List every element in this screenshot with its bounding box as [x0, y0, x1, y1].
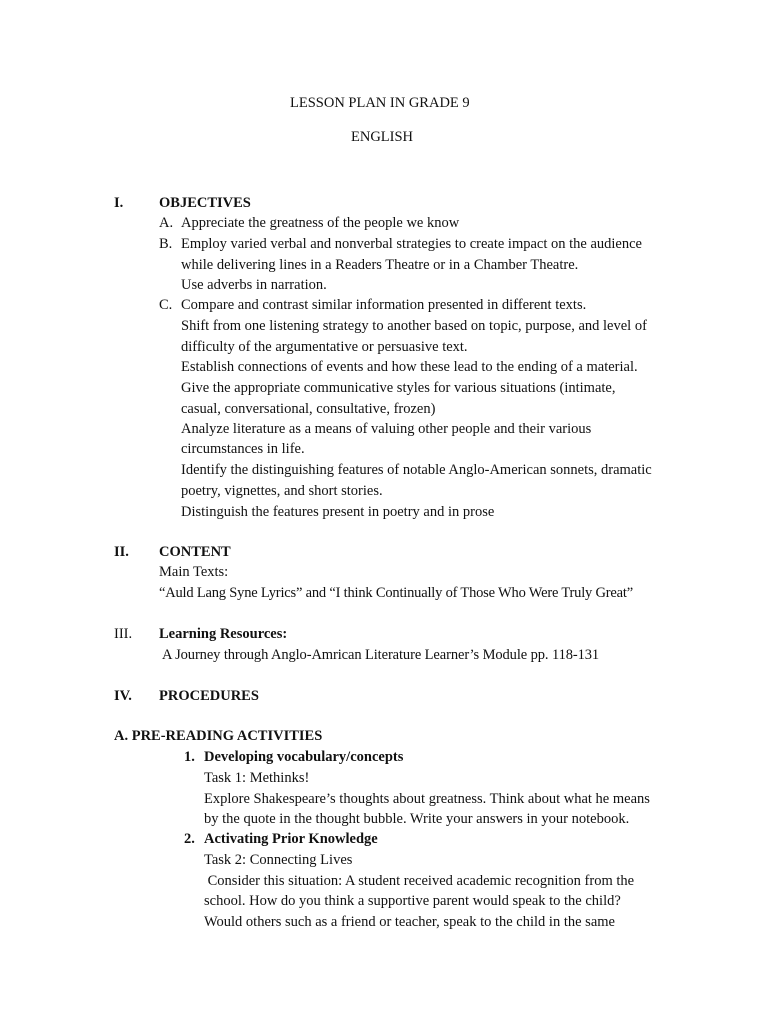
content-texts: “Auld Lang Syne Lyrics” and “I think Continually of Those Who Were Truly Great”	[159, 585, 633, 601]
section-number-objectives: I.	[114, 195, 124, 211]
activity-2-number: 2.	[184, 831, 195, 847]
objective-c-text: circumstances in life.	[181, 441, 305, 457]
objective-c-text: casual, conversational, consultative, frozen)	[181, 401, 436, 417]
section-number-procedures: IV.	[114, 688, 132, 704]
document-subject: ENGLISH	[351, 129, 414, 145]
section-heading-objectives: OBJECTIVES	[159, 195, 251, 211]
activity-1-number: 1.	[184, 749, 195, 765]
objective-c-text: Analyze literature as a means of valuing other people and their various	[181, 421, 592, 437]
objective-c-text: Establish connections of events and how these lead to the ending of a material.	[181, 359, 638, 375]
section-heading-content: CONTENT	[159, 544, 231, 560]
activity-2-text: Would others such as a friend or teacher, speak to the child in the same	[204, 914, 615, 930]
section-number-resources: III.	[114, 626, 133, 642]
objective-a-text: Appreciate the greatness of the people we know	[181, 215, 460, 231]
section-heading-resources: Learning Resources:	[159, 626, 288, 642]
activity-2-text: school. How do you think a supportive parent would speak to the child?	[204, 893, 621, 909]
objective-b-label: B.	[159, 236, 173, 252]
objective-c-text: Give the appropriate communicative styles for various situations (intimate,	[181, 380, 616, 396]
activity-2-task: Task 2: Connecting Lives	[204, 852, 353, 868]
objective-c-text: Shift from one listening strategy to another based on topic, purpose, and level of	[181, 318, 647, 334]
objective-c-text: difficulty of the argumentative or persuasive text.	[181, 339, 468, 355]
section-number-content: II.	[114, 544, 129, 560]
objective-c-text: Compare and contrast similar information presented in different texts.	[181, 297, 587, 313]
activity-1-task: Task 1: Methinks!	[204, 770, 310, 786]
objective-c-text: Identify the distinguishing features of notable Anglo-American sonnets, dramatic	[181, 462, 652, 478]
objective-b-text: Employ varied verbal and nonverbal strategies to create impact on the audience	[181, 236, 642, 252]
content-label: Main Texts:	[159, 564, 229, 580]
document-title: LESSON PLAN IN GRADE 9	[290, 95, 470, 111]
objective-c-label: C.	[159, 297, 173, 313]
activity-1-text: by the quote in the thought bubble. Write your answers in your notebook.	[204, 811, 630, 827]
objective-c-text: poetry, vignettes, and short stories.	[181, 483, 383, 499]
resources-text: A Journey through Anglo-Amrican Literature Learner’s Module pp. 118-131	[162, 647, 600, 663]
objective-c-text: Distinguish the features present in poetry and in prose	[181, 504, 495, 520]
activity-2-text: Consider this situation: A student received academic recognition from the	[204, 873, 635, 889]
activity-1-title: Developing vocabulary/concepts	[204, 749, 404, 765]
activity-2-title: Activating Prior Knowledge	[204, 831, 378, 847]
objective-b-text: Use adverbs in narration.	[181, 277, 327, 293]
subsection-heading-prereading: A. PRE-READING ACTIVITIES	[114, 728, 323, 744]
section-heading-procedures: PROCEDURES	[159, 688, 259, 704]
objective-b-text: while delivering lines in a Readers Theatre or in a Chamber Theatre.	[181, 257, 579, 273]
objective-a-label: A.	[159, 215, 174, 231]
activity-1-text: Explore Shakespeare’s thoughts about greatness. Think about what he means	[204, 791, 650, 807]
